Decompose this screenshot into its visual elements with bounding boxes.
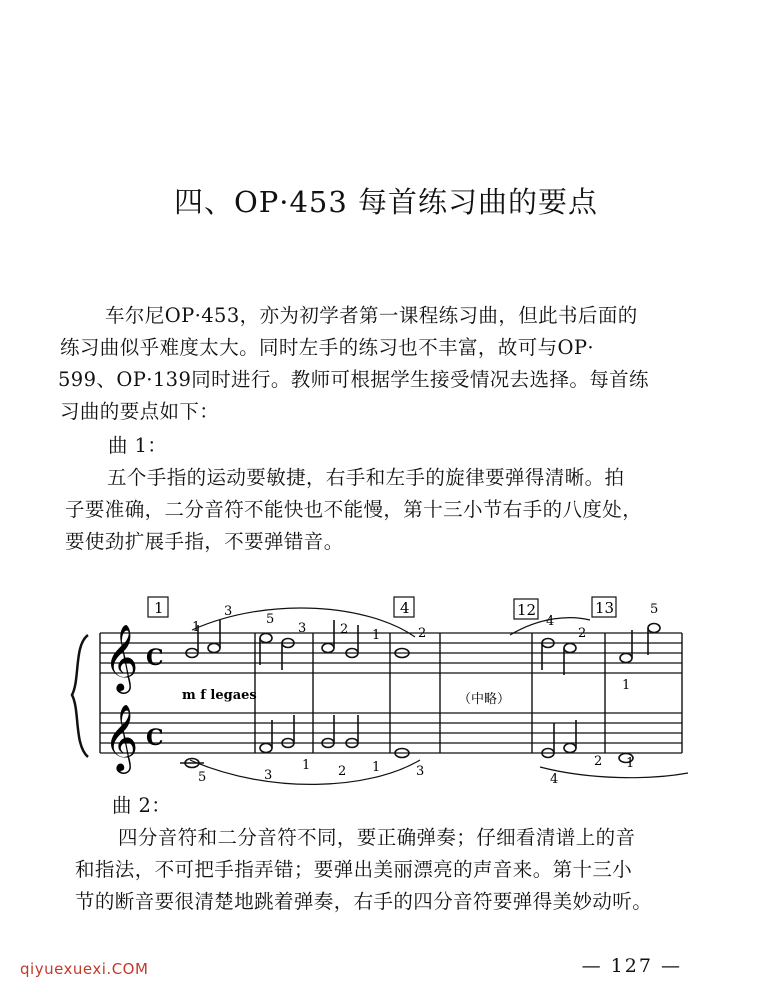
intro-line: 练习曲似乎难度太大。同时左手的练习也不丰富，故可与OP· bbox=[60, 336, 595, 359]
etude1-line: 要使劲扩展手指，不要弹错音。 bbox=[65, 530, 344, 553]
finger-number: 1 bbox=[372, 628, 381, 643]
page-title: 四、OP·453 每首练习曲的要点 bbox=[173, 185, 599, 219]
finger-number: 4 bbox=[546, 614, 555, 629]
omitted-section-label: （中略） bbox=[458, 692, 511, 707]
finger-number: 3 bbox=[416, 764, 425, 779]
etude1-heading: 曲 1： bbox=[108, 434, 168, 457]
score-graphic bbox=[70, 585, 760, 790]
measure-label: 13 bbox=[595, 599, 615, 617]
treble-clef-lower: 𝄞 bbox=[104, 703, 139, 771]
finger-number: 1 bbox=[302, 758, 311, 773]
intro-paragraph bbox=[60, 300, 649, 428]
etude2-heading: 曲 2： bbox=[112, 794, 172, 817]
treble-clef: 𝄞 bbox=[104, 623, 139, 691]
finger-number: 5 bbox=[650, 602, 659, 617]
measure-label: 4 bbox=[400, 599, 410, 617]
fingering-upper bbox=[192, 602, 658, 693]
finger-number: 1 bbox=[372, 760, 381, 775]
measure-label: 12 bbox=[517, 601, 537, 619]
etude2-line: 和指法，不可把手指弄错；要弹出美丽漂亮的声音来。第十三小 bbox=[75, 858, 633, 881]
finger-number: 2 bbox=[340, 622, 349, 637]
bass-staff bbox=[100, 713, 682, 753]
etude2-line: 四分音符和二分音符不同，要正确弹奏；仔细看清谱上的音 bbox=[118, 826, 636, 849]
measure-label: 1 bbox=[154, 599, 164, 617]
time-signature-lower: C bbox=[146, 725, 164, 751]
finger-number: 1 bbox=[626, 756, 635, 771]
finger-number: 5 bbox=[198, 770, 207, 785]
page-number: — 127 — bbox=[581, 955, 682, 977]
finger-number: 4 bbox=[550, 772, 559, 787]
finger-number: 1 bbox=[622, 678, 631, 693]
finger-number: 1 bbox=[192, 620, 201, 635]
dynamics-marking: m f legaes bbox=[182, 688, 257, 703]
finger-number: 3 bbox=[224, 604, 233, 619]
brace bbox=[72, 635, 88, 757]
finger-number: 2 bbox=[418, 626, 427, 641]
treble-staff bbox=[100, 633, 682, 673]
finger-number: 2 bbox=[594, 754, 603, 769]
music-score bbox=[70, 585, 760, 790]
fingering-lower bbox=[198, 754, 634, 787]
finger-number: 5 bbox=[266, 612, 275, 627]
slurs bbox=[190, 608, 688, 784]
finger-number: 3 bbox=[264, 768, 273, 783]
etude2-line: 节的断音要很清楚地跳着弹奏，右手的四分音符要弹得美妙动听。 bbox=[75, 890, 653, 913]
etude2-paragraph bbox=[75, 822, 652, 918]
intro-line: 车尔尼OP·453，亦为初学者第一课程练习曲，但此书后面的 bbox=[105, 304, 638, 327]
etude1-paragraph bbox=[65, 462, 642, 558]
finger-number: 2 bbox=[578, 626, 587, 641]
etude1-line: 五个手指的运动要敏捷，右手和左手的旋律要弹得清晰。拍 bbox=[107, 466, 625, 489]
intro-line: 习曲的要点如下： bbox=[60, 400, 220, 423]
intro-line: 599、OP·139同时进行。教师可根据学生接受情况去选择。每首练 bbox=[58, 368, 649, 391]
finger-number: 3 bbox=[298, 621, 307, 636]
time-signature: C bbox=[146, 645, 164, 671]
site-watermark: qiyuexuexi.COM bbox=[20, 960, 149, 978]
finger-number: 2 bbox=[338, 764, 347, 779]
etude1-line: 子要准确，二分音符不能快也不能慢，第十三小节右手的八度处， bbox=[65, 498, 643, 521]
